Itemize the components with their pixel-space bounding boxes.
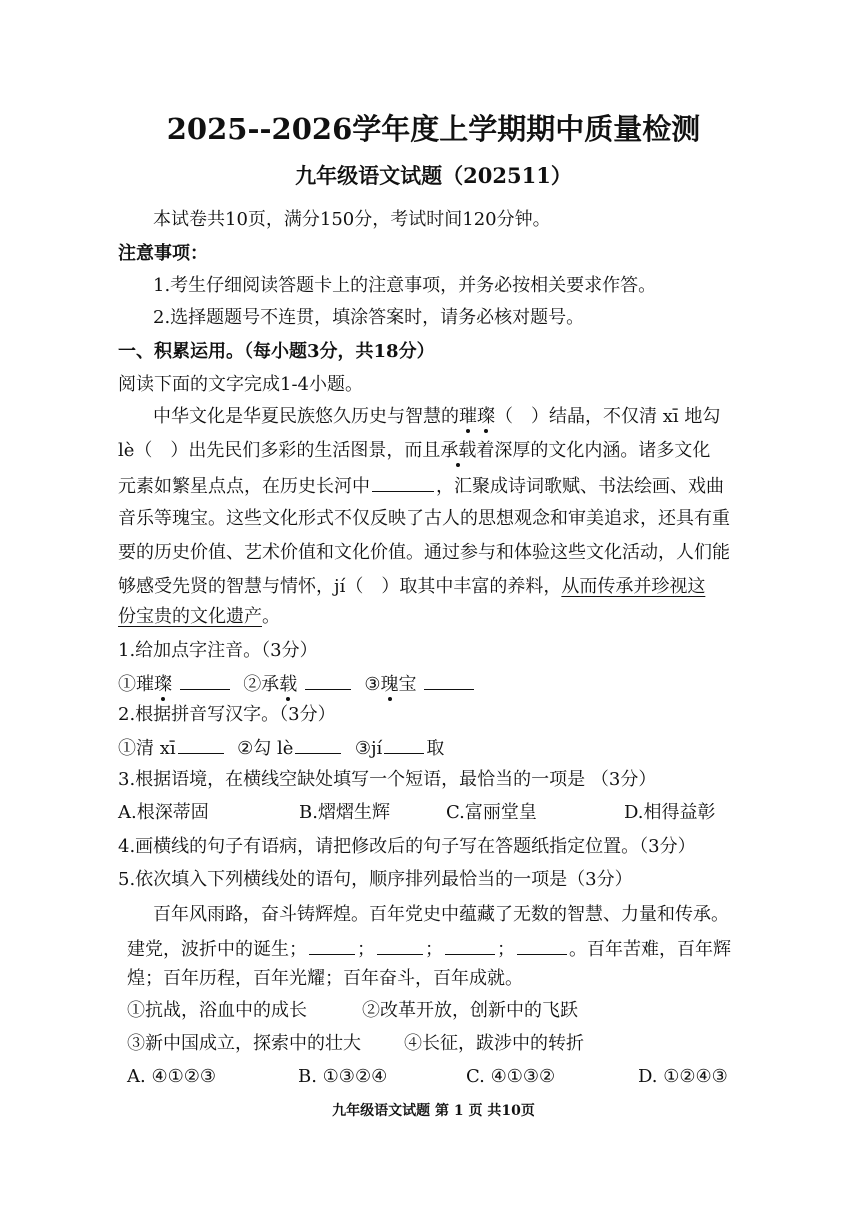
item-label: ②承	[243, 674, 280, 695]
sentence-2: ②改革开放，创新中的飞跃	[362, 1000, 578, 1021]
exam-subtitle: 九年级语文试题（202511）	[295, 163, 572, 188]
option-c[interactable]: C. ④①③②	[466, 1066, 556, 1087]
item-char: 取	[426, 738, 445, 759]
question-5-passage-line-1: 百年风雨路，奋斗铸辉煌。百年党史中蕴藏了无数的智慧、力量和传承。	[153, 904, 729, 925]
underlined-sentence: 从而传承并珍视这	[561, 576, 706, 597]
option-a[interactable]: A.根深蒂固	[118, 802, 209, 823]
passage-text: 。	[262, 606, 280, 627]
passage-text: lè（ ）出先民们多彩的生活图景，而且	[118, 440, 441, 461]
sentence-1: ①抗战，浴血中的成长	[127, 1000, 307, 1021]
notice-heading: 注意事项：	[118, 243, 208, 264]
answer-blank[interactable]	[309, 937, 355, 955]
answer-blank[interactable]	[517, 937, 567, 955]
passage-text: 。百年苦难，百年辉	[569, 939, 731, 960]
answer-blank[interactable]	[445, 937, 495, 955]
option-d[interactable]: D.相得益彰	[624, 802, 716, 823]
passage-text: 中华文化是华夏民族悠久历史与智慧的	[153, 406, 459, 427]
option-c[interactable]: C.富丽堂皇	[446, 802, 537, 823]
option-a[interactable]: A. ④①②③	[127, 1066, 216, 1087]
question-5-stem: 5.依次填入下列横线处的语句，顺序排列最恰当的一项是（3分）	[118, 869, 633, 890]
item-label: ③	[364, 674, 381, 695]
passage-line-4: 音乐等瑰宝。这些文化形式不仅反映了古人的思想观念和审美追求，还具有重	[118, 508, 730, 529]
question-5-passage-line-2	[127, 937, 731, 961]
item-pinyin: ①清 xī	[118, 738, 176, 759]
section-1-heading: 一、积累运用。（每小题3分，共18分）	[118, 341, 435, 362]
dotted-char: 璨	[154, 674, 172, 695]
exam-title: 2025--2026学年度上学期期中质量检测	[166, 112, 701, 146]
answer-blank[interactable]	[372, 474, 434, 492]
question-2-stem: 2.根据拼音写汉字。（3分）	[118, 704, 336, 725]
passage-text: 着深厚的文化内涵。诸多文化	[476, 440, 711, 461]
answer-blank[interactable]	[178, 736, 224, 754]
passage-text: ，汇聚成诗词歌赋、书法绘画、戏曲	[436, 476, 724, 497]
passage-line-2	[118, 440, 710, 462]
passage-line-5: 要的历史价值、艺术价值和文化价值。通过参与和体验这些文化活动，人们能	[118, 542, 730, 563]
answer-blank[interactable]	[424, 672, 474, 690]
dotted-char: 瑰	[380, 674, 399, 695]
answer-blank[interactable]	[180, 672, 230, 690]
separator: ；	[425, 939, 443, 960]
option-b[interactable]: B.熠熠生辉	[299, 802, 390, 823]
question-4-stem: 4.画横线的句子有语病，请把修改后的句子写在答题纸指定位置。（3分）	[118, 836, 696, 857]
underlined-sentence: 份宝贵的文化遗产	[118, 606, 262, 627]
sentence-4: ④长征，跋涉中的转折	[404, 1033, 584, 1054]
question-2-items	[118, 736, 444, 760]
passage-line-7	[118, 606, 280, 628]
passage-line-1	[153, 406, 720, 428]
option-d[interactable]: D. ①②④③	[638, 1066, 728, 1087]
dotted-char: 璀	[459, 406, 477, 427]
item-label: ①	[118, 674, 136, 695]
notice-item-2: 2.选择题题号不连贯，填涂答案时，请务必核对题号。	[153, 307, 585, 328]
exam-info: 本试卷共10页，满分150分，考试时间120分钟。	[153, 209, 551, 230]
item-pinyin: ③jí	[354, 738, 383, 759]
question-1-items	[118, 672, 476, 696]
page-footer: 九年级语文试题 第 1 页 共10页	[332, 1103, 535, 1119]
item-char: 璀	[136, 674, 154, 695]
dotted-char: 承载	[440, 440, 477, 461]
section-1-intro: 阅读下面的文字完成1-4小题。	[118, 374, 363, 395]
passage-text: 建党，波折中的诞生；	[127, 939, 307, 960]
answer-blank[interactable]	[295, 736, 341, 754]
answer-blank[interactable]	[384, 736, 424, 754]
sentence-3: ③新中国成立，探索中的壮大	[127, 1033, 361, 1054]
item-pinyin: ②勾 lè	[237, 738, 294, 759]
passage-line-3	[118, 474, 724, 498]
question-1-stem: 1.给加点字注音。（3分）	[118, 640, 318, 661]
item-char: 宝	[398, 674, 417, 695]
answer-blank[interactable]	[305, 672, 351, 690]
option-b[interactable]: B. ①③②④	[298, 1066, 388, 1087]
dotted-char: 载	[279, 674, 298, 695]
passage-line-6	[118, 576, 705, 598]
separator: ；	[497, 939, 515, 960]
question-3-stem: 3.根据语境，在横线空缺处填写一个短语，最恰当的一项是 （3分）	[118, 769, 657, 790]
passage-text: （ ）结晶，不仅清 xī 地勾	[495, 406, 721, 427]
passage-text: 够感受先贤的智慧与情怀，jí（ ）取其中丰富的养料，	[118, 576, 562, 597]
dotted-char: 璨	[477, 406, 495, 427]
passage-text: 元素如繁星点点，在历史长河中	[118, 476, 370, 497]
question-5-passage-line-3: 煌；百年历程，百年光耀；百年奋斗，百年成就。	[127, 968, 523, 989]
separator: ；	[357, 939, 375, 960]
answer-blank[interactable]	[377, 937, 423, 955]
notice-item-1: 1.考生仔细阅读答题卡上的注意事项，并务必按相关要求作答。	[153, 275, 657, 296]
